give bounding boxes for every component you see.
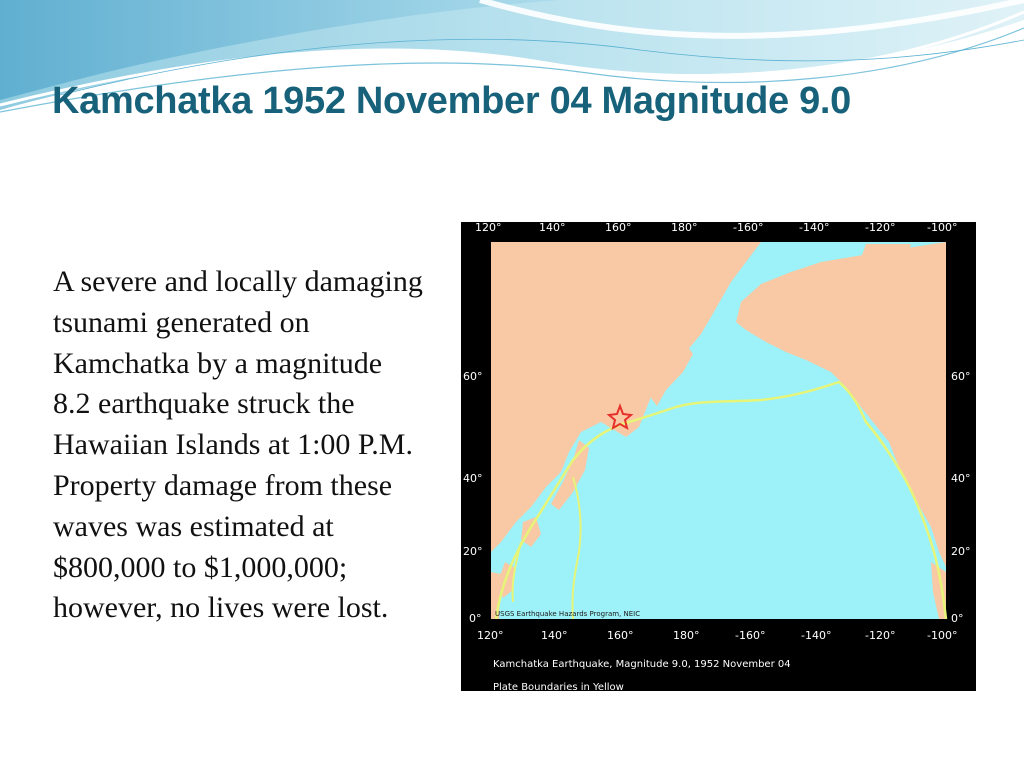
bottom-axis: [477, 629, 957, 642]
left-tick: 60°: [463, 370, 483, 383]
map-caption-legend: Plate Boundaries in Yellow: [493, 682, 624, 691]
left-axis: [463, 370, 483, 625]
top-tick: 180°: [671, 222, 698, 234]
map-credit: USGS Earthquake Hazards Program, NEIC: [495, 610, 641, 618]
right-axis: [951, 370, 971, 625]
tsunami-map: [461, 222, 976, 691]
bottom-tick: 120°: [477, 629, 504, 642]
right-tick: 0°: [951, 612, 964, 625]
bottom-tick: -140°: [801, 629, 832, 642]
right-tick: 20°: [951, 545, 971, 558]
body-paragraph: A severe and locally damaging tsunami generated on Kamchatka by a magnitude 8.2 earthquake struck the Hawaiian Islands at 1:00 P.M. Property damage from these waves was estimated at $800,000 to $1,000,000; however, no lives were lost.: [53, 265, 423, 625]
bottom-tick: -160°: [735, 629, 766, 642]
left-tick: 0°: [469, 612, 482, 625]
top-tick: -140°: [799, 222, 830, 234]
slide-title: Kamchatka 1952 November 04 Magnitude 9.0: [52, 80, 852, 122]
top-tick: -160°: [733, 222, 764, 234]
right-tick: 60°: [951, 370, 971, 383]
left-tick: 20°: [463, 545, 483, 558]
bottom-tick: 180°: [673, 629, 700, 642]
left-tick: 40°: [463, 472, 483, 485]
bottom-tick: -120°: [865, 629, 896, 642]
top-tick: 120°: [475, 222, 502, 234]
top-tick: -120°: [865, 222, 896, 234]
top-tick: 160°: [605, 222, 632, 234]
map-caption-title: Kamchatka Earthquake, Magnitude 9.0, 1952 November 04: [493, 659, 791, 670]
bottom-tick: 160°: [607, 629, 634, 642]
top-tick: 140°: [539, 222, 566, 234]
bottom-tick: -100°: [927, 629, 958, 642]
top-tick: -100°: [927, 222, 958, 234]
bottom-tick: 140°: [541, 629, 568, 642]
right-tick: 40°: [951, 472, 971, 485]
top-axis: [475, 222, 957, 234]
